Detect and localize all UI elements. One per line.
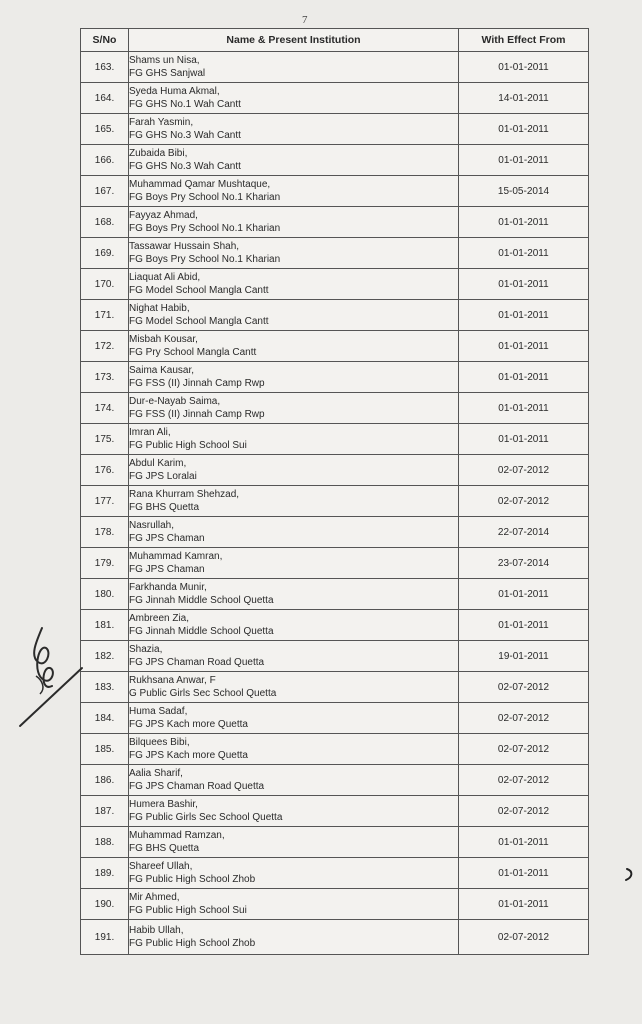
institution-name: FG Boys Pry School No.1 Kharian xyxy=(129,223,281,234)
name-institution-cell xyxy=(129,703,459,734)
table-row xyxy=(81,145,589,176)
table-row xyxy=(81,579,589,610)
name-institution-cell xyxy=(129,176,459,207)
table-row xyxy=(81,207,589,238)
roster-table xyxy=(80,28,589,955)
serial-number-cell: 177. xyxy=(81,486,129,517)
institution-name: FG GHS No.3 Wah Cantt xyxy=(129,130,241,141)
serial-number-cell: 184. xyxy=(81,703,129,734)
name-institution-cell xyxy=(129,269,459,300)
name-institution-cell xyxy=(129,920,459,955)
effective-date-cell: 01-01-2011 xyxy=(459,207,589,238)
institution-name: FG FSS (II) Jinnah Camp Rwp xyxy=(129,378,265,389)
table-row xyxy=(81,517,589,548)
person-name: Nasrullah, xyxy=(129,520,175,531)
table-row xyxy=(81,610,589,641)
serial-number-cell: 170. xyxy=(81,269,129,300)
serial-number-cell: 172. xyxy=(81,331,129,362)
serial-number-cell: 183. xyxy=(81,672,129,703)
name-institution-cell xyxy=(129,238,459,269)
person-name: Muhammad Qamar Mushtaque, xyxy=(129,179,271,190)
serial-number-cell: 167. xyxy=(81,176,129,207)
institution-name: FG JPS Chaman xyxy=(129,533,205,544)
name-header: Name & Present Institution xyxy=(129,29,459,52)
table-row xyxy=(81,641,589,672)
name-institution-cell xyxy=(129,796,459,827)
effective-date-cell: 01-01-2011 xyxy=(459,827,589,858)
institution-name: FG Jinnah Middle School Quetta xyxy=(129,626,274,637)
serial-number-cell: 179. xyxy=(81,548,129,579)
serial-number-cell: 173. xyxy=(81,362,129,393)
table-row xyxy=(81,486,589,517)
institution-name: FG GHS No.3 Wah Cantt xyxy=(129,161,241,172)
person-name: Farah Yasmin, xyxy=(129,117,194,128)
serial-number-cell: 182. xyxy=(81,641,129,672)
serial-number-cell: 181. xyxy=(81,610,129,641)
table-row xyxy=(81,300,589,331)
name-institution-cell xyxy=(129,548,459,579)
effective-date-cell: 22-07-2014 xyxy=(459,517,589,548)
person-name: Rana Khurram Shehzad, xyxy=(129,489,240,500)
serial-number-cell: 189. xyxy=(81,858,129,889)
name-institution-cell xyxy=(129,393,459,424)
person-name: Huma Sadaf, xyxy=(129,706,188,717)
table-row xyxy=(81,858,589,889)
effective-date-cell: 01-01-2011 xyxy=(459,889,589,920)
person-name: Farkhanda Munir, xyxy=(129,582,207,593)
table-row xyxy=(81,269,589,300)
name-institution-cell xyxy=(129,207,459,238)
serial-number-cell: 186. xyxy=(81,765,129,796)
effective-date-cell: 23-07-2014 xyxy=(459,548,589,579)
person-name: Imran Ali, xyxy=(129,427,171,438)
effective-date-cell: 01-01-2011 xyxy=(459,610,589,641)
table-row xyxy=(81,83,589,114)
person-name: Shazia, xyxy=(129,644,163,655)
person-name: Aalia Sharif, xyxy=(129,768,183,779)
effective-date-cell: 01-01-2011 xyxy=(459,114,589,145)
institution-name: FG JPS Loralai xyxy=(129,471,197,482)
person-name: Misbah Kousar, xyxy=(129,334,198,345)
person-name: Bilquees Bibi, xyxy=(129,737,190,748)
institution-name: G Public Girls Sec School Quetta xyxy=(129,688,277,699)
table-row xyxy=(81,734,589,765)
serial-number-cell: 176. xyxy=(81,455,129,486)
table-row xyxy=(81,455,589,486)
person-name: Rukhsana Anwar, F xyxy=(129,675,216,686)
table-row xyxy=(81,176,589,207)
effective-date-cell: 14-01-2011 xyxy=(459,83,589,114)
institution-name: FG Public Girls Sec School Quetta xyxy=(129,812,283,823)
person-name: Liaquat Ali Abid, xyxy=(129,272,201,283)
institution-name: FG JPS Kach more Quetta xyxy=(129,719,248,730)
effective-date-cell: 01-01-2011 xyxy=(459,393,589,424)
table-row xyxy=(81,331,589,362)
effective-date-cell: 01-01-2011 xyxy=(459,238,589,269)
person-name: Nighat Habib, xyxy=(129,303,190,314)
table-row xyxy=(81,765,589,796)
serial-number-cell: 187. xyxy=(81,796,129,827)
name-institution-cell xyxy=(129,424,459,455)
serial-number-cell: 171. xyxy=(81,300,129,331)
effective-date-cell: 01-01-2011 xyxy=(459,424,589,455)
person-name: Saima Kausar, xyxy=(129,365,195,376)
name-institution-cell xyxy=(129,672,459,703)
name-institution-cell xyxy=(129,517,459,548)
person-name: Syeda Huma Akmal, xyxy=(129,86,220,97)
institution-name: FG FSS (II) Jinnah Camp Rwp xyxy=(129,409,265,420)
name-institution-cell xyxy=(129,827,459,858)
date-header: With Effect From xyxy=(459,29,589,52)
serial-number-cell: 185. xyxy=(81,734,129,765)
person-name: Humera Bashir, xyxy=(129,799,198,810)
effective-date-cell: 01-01-2011 xyxy=(459,362,589,393)
serial-number-cell: 165. xyxy=(81,114,129,145)
effective-date-cell: 01-01-2011 xyxy=(459,331,589,362)
person-name: Habib Ullah, xyxy=(129,925,184,936)
serial-number-cell: 188. xyxy=(81,827,129,858)
name-institution-cell xyxy=(129,889,459,920)
effective-date-cell: 01-01-2011 xyxy=(459,52,589,83)
person-name: Abdul Karim, xyxy=(129,458,187,469)
institution-name: FG Public High School Zhob xyxy=(129,938,256,949)
serial-number-cell: 163. xyxy=(81,52,129,83)
name-institution-cell xyxy=(129,641,459,672)
person-name: Ambreen Zia, xyxy=(129,613,190,624)
institution-name: FG BHS Quetta xyxy=(129,843,200,854)
institution-name: FG JPS Chaman Road Quetta xyxy=(129,781,265,792)
institution-name: FG Public High School Sui xyxy=(129,440,247,451)
person-name: Muhammad Kamran, xyxy=(129,551,223,562)
effective-date-cell: 01-01-2011 xyxy=(459,579,589,610)
serial-number-cell: 191. xyxy=(81,920,129,955)
effective-date-cell: 02-07-2012 xyxy=(459,734,589,765)
effective-date-cell: 01-01-2011 xyxy=(459,269,589,300)
person-name: Dur-e-Nayab Saima, xyxy=(129,396,221,407)
signature xyxy=(16,622,86,732)
name-institution-cell xyxy=(129,610,459,641)
table-row xyxy=(81,889,589,920)
name-institution-cell xyxy=(129,734,459,765)
person-name: Mir Ahmed, xyxy=(129,892,180,903)
effective-date-cell: 01-01-2011 xyxy=(459,300,589,331)
table-row xyxy=(81,827,589,858)
effective-date-cell: 01-01-2011 xyxy=(459,858,589,889)
effective-date-cell: 02-07-2012 xyxy=(459,920,589,955)
institution-name: FG GHS Sanjwal xyxy=(129,68,206,79)
table-row xyxy=(81,703,589,734)
serial-number-cell: 178. xyxy=(81,517,129,548)
institution-name: FG JPS Chaman Road Quetta xyxy=(129,657,265,668)
name-institution-cell xyxy=(129,362,459,393)
person-name: Shams un Nisa, xyxy=(129,55,200,66)
name-institution-cell xyxy=(129,579,459,610)
institution-name: FG Public High School Zhob xyxy=(129,874,256,885)
effective-date-cell: 02-07-2012 xyxy=(459,765,589,796)
name-institution-cell xyxy=(129,300,459,331)
serial-number-cell: 164. xyxy=(81,83,129,114)
institution-name: FG Boys Pry School No.1 Kharian xyxy=(129,254,281,265)
name-institution-cell xyxy=(129,486,459,517)
serial-number-cell: 175. xyxy=(81,424,129,455)
person-name: Zubaida Bibi, xyxy=(129,148,188,159)
effective-date-cell: 19-01-2011 xyxy=(459,641,589,672)
pen-mark xyxy=(624,866,636,882)
name-institution-cell xyxy=(129,114,459,145)
institution-name: FG BHS Quetta xyxy=(129,502,200,513)
effective-date-cell: 02-07-2012 xyxy=(459,672,589,703)
table-row xyxy=(81,114,589,145)
institution-name: FG JPS Kach more Quetta xyxy=(129,750,248,761)
sno-header: S/No xyxy=(81,29,129,52)
name-institution-cell xyxy=(129,52,459,83)
table-row xyxy=(81,362,589,393)
serial-number-cell: 168. xyxy=(81,207,129,238)
table-body xyxy=(81,52,589,955)
table-row xyxy=(81,393,589,424)
institution-name: FG Model School Mangla Cantt xyxy=(129,316,269,327)
serial-number-cell: 166. xyxy=(81,145,129,176)
table-row xyxy=(81,424,589,455)
institution-name: FG Model School Mangla Cantt xyxy=(129,285,269,296)
institution-name: FG Boys Pry School No.1 Kharian xyxy=(129,192,281,203)
name-institution-cell xyxy=(129,145,459,176)
table-row xyxy=(81,548,589,579)
serial-number-cell: 180. xyxy=(81,579,129,610)
institution-name: FG Public High School Sui xyxy=(129,905,247,916)
table-row xyxy=(81,796,589,827)
person-name: Muhammad Ramzan, xyxy=(129,830,225,841)
effective-date-cell: 02-07-2012 xyxy=(459,703,589,734)
table-row xyxy=(81,672,589,703)
institution-name: FG JPS Chaman xyxy=(129,564,205,575)
institution-name: FG Pry School Mangla Cantt xyxy=(129,347,257,358)
effective-date-cell: 02-07-2012 xyxy=(459,796,589,827)
name-institution-cell xyxy=(129,455,459,486)
institution-name: FG Jinnah Middle School Quetta xyxy=(129,595,274,606)
name-institution-cell xyxy=(129,858,459,889)
table-row xyxy=(81,52,589,83)
person-name: Shareef Ullah, xyxy=(129,861,193,872)
page-number: 7 xyxy=(302,14,308,26)
effective-date-cell: 01-01-2011 xyxy=(459,145,589,176)
serial-number-cell: 174. xyxy=(81,393,129,424)
name-institution-cell xyxy=(129,765,459,796)
person-name: Fayyaz Ahmad, xyxy=(129,210,198,221)
effective-date-cell: 02-07-2012 xyxy=(459,486,589,517)
name-institution-cell xyxy=(129,83,459,114)
serial-number-cell: 169. xyxy=(81,238,129,269)
effective-date-cell: 02-07-2012 xyxy=(459,455,589,486)
table-header-row xyxy=(81,29,589,52)
table-row xyxy=(81,238,589,269)
effective-date-cell: 15-05-2014 xyxy=(459,176,589,207)
institution-name: FG GHS No.1 Wah Cantt xyxy=(129,99,241,110)
person-name: Tassawar Hussain Shah, xyxy=(129,241,240,252)
table-row xyxy=(81,920,589,955)
name-institution-cell xyxy=(129,331,459,362)
serial-number-cell: 190. xyxy=(81,889,129,920)
